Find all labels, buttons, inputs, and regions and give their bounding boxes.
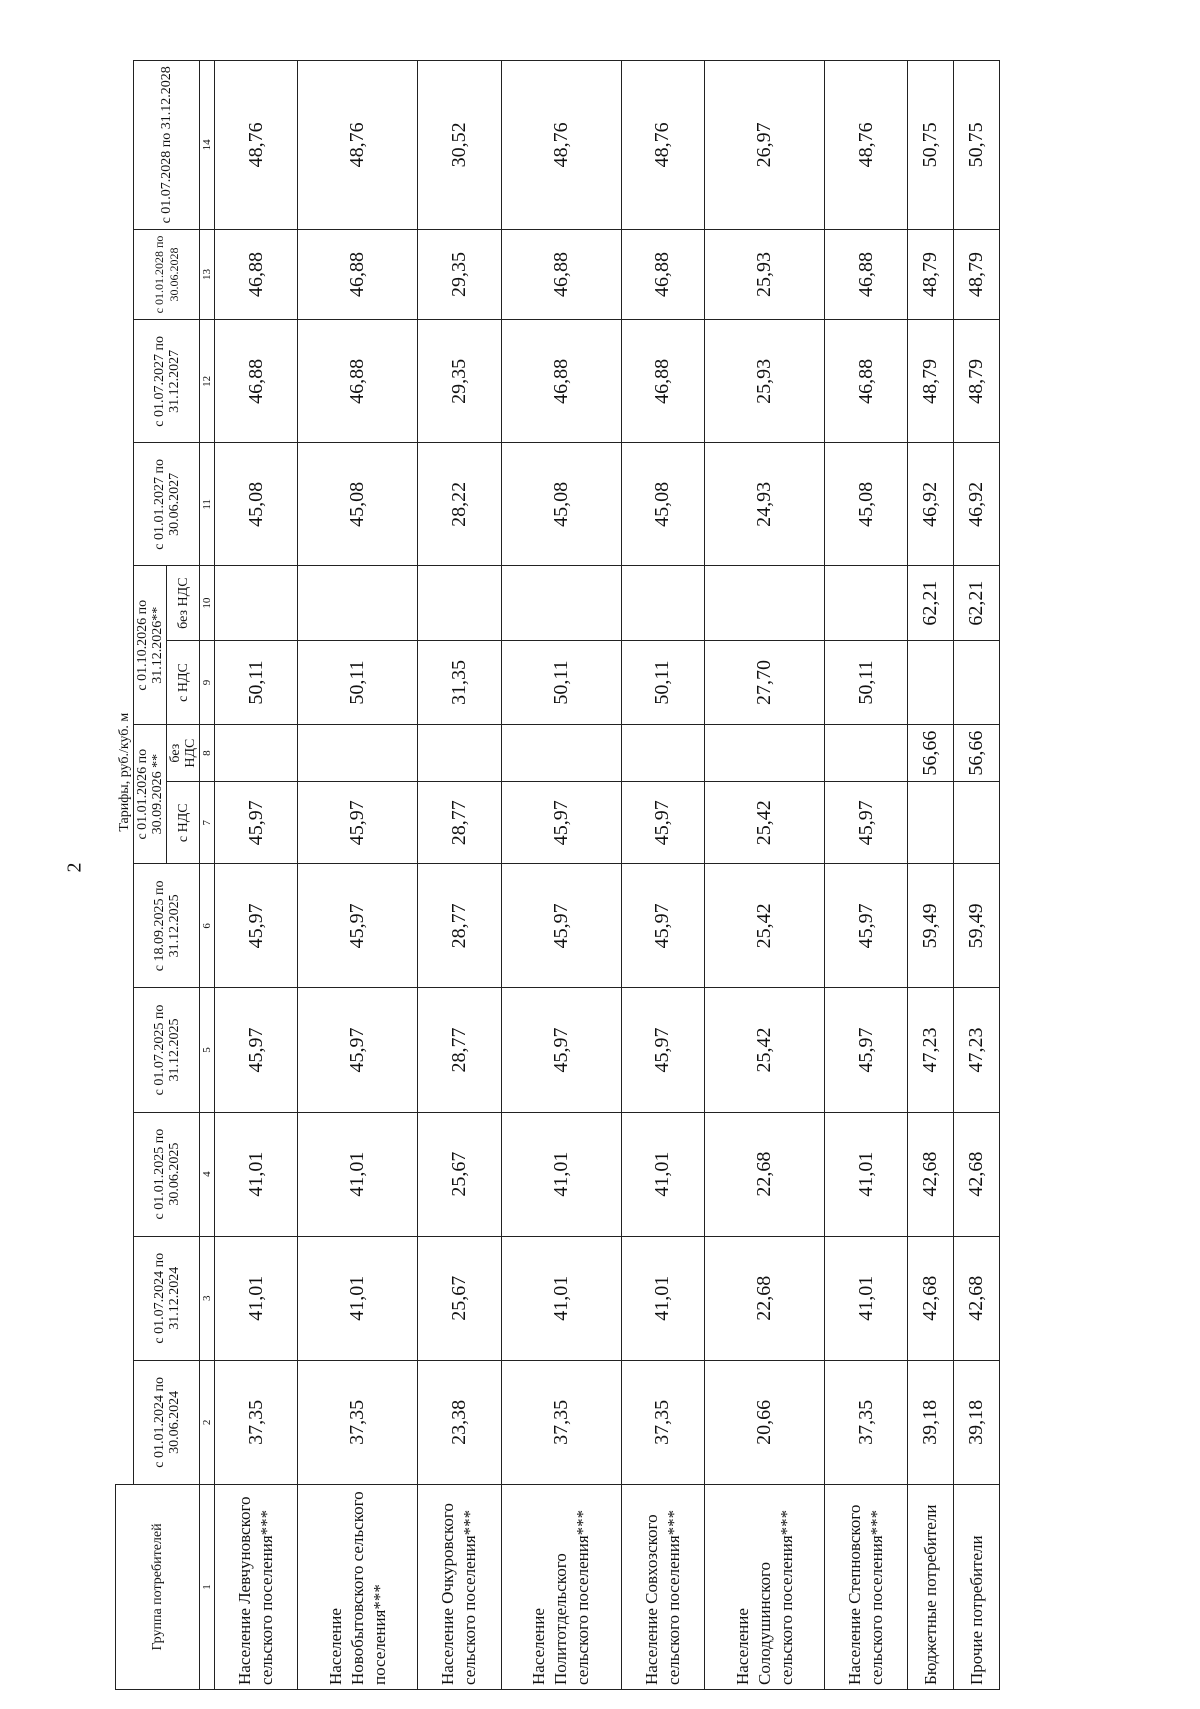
table-row [418, 61, 501, 1690]
tariff-value: 37,35 [215, 1360, 298, 1484]
tariff-value [954, 782, 1000, 864]
tariff-value [298, 566, 418, 640]
table-row [501, 61, 621, 1690]
tariff-value: 41,01 [825, 1236, 908, 1360]
tariff-value: 46,88 [215, 320, 298, 443]
tariff-value: 45,97 [215, 988, 298, 1112]
tariff-value: 48,79 [954, 320, 1000, 443]
column-number: 9 [200, 640, 215, 724]
tariff-value: 31,35 [418, 640, 501, 724]
column-number: 5 [200, 988, 215, 1112]
tariff-value: 28,77 [418, 782, 501, 864]
consumer-group: Население Левчуновского сельского поселения*** [215, 1484, 298, 1689]
tariff-value: 45,08 [621, 443, 704, 566]
period-header: с 01.01.2028 по 30.06.2028 [134, 229, 200, 320]
tariff-value: 29,35 [418, 229, 501, 320]
tariff-value: 45,97 [501, 988, 621, 1112]
tariff-value [215, 566, 298, 640]
no-vat-header: без НДС [167, 566, 200, 640]
tariff-value: 25,67 [418, 1236, 501, 1360]
table-row [298, 61, 418, 1690]
tariff-value [215, 725, 298, 782]
tariff-value: 46,88 [825, 229, 908, 320]
tariff-value: 45,08 [215, 443, 298, 566]
group-header: Группа потребителей [116, 1484, 200, 1689]
tariff-value: 29,35 [418, 320, 501, 443]
tariff-value: 46,88 [298, 320, 418, 443]
tariff-value: 25,93 [704, 320, 824, 443]
tariff-value [908, 640, 954, 724]
tariff-value: 45,97 [621, 782, 704, 864]
tariff-value: 41,01 [501, 1236, 621, 1360]
table-row [825, 61, 908, 1690]
period-header-2026-a: с 01.01.2026 по 30.09.2026 ** [134, 725, 167, 864]
tariff-value [621, 566, 704, 640]
tariff-value: 42,68 [954, 1112, 1000, 1236]
tariff-table-rotated [115, 60, 1000, 1690]
tariff-value: 45,97 [298, 864, 418, 988]
tariff-value [501, 566, 621, 640]
tariff-value: 50,75 [954, 61, 1000, 230]
tariff-value: 48,76 [825, 61, 908, 230]
period-header: с 01.07.2025 по 31.12.2025 [134, 988, 200, 1112]
tariff-value [418, 725, 501, 782]
consumer-group: Прочие потребители [954, 1484, 1000, 1689]
tariff-value: 37,35 [298, 1360, 418, 1484]
tariff-value: 25,42 [704, 988, 824, 1112]
tariff-value: 42,68 [954, 1236, 1000, 1360]
table-row [908, 61, 954, 1690]
tariff-value: 28,77 [418, 988, 501, 1112]
column-number: 11 [200, 443, 215, 566]
tariff-value [908, 782, 954, 864]
tariff-value: 26,97 [704, 61, 824, 230]
tariff-value: 46,88 [825, 320, 908, 443]
tariff-value: 42,68 [908, 1112, 954, 1236]
tariff-value: 48,76 [501, 61, 621, 230]
tariff-value: 41,01 [298, 1236, 418, 1360]
tariff-value: 41,01 [215, 1236, 298, 1360]
tariff-value: 42,68 [908, 1236, 954, 1360]
consumer-group: Бюджетные потребители [908, 1484, 954, 1689]
tariff-value: 50,11 [215, 640, 298, 724]
tariff-value [418, 566, 501, 640]
column-number: 3 [200, 1236, 215, 1360]
tariff-table [115, 60, 1000, 1690]
tariff-value: 25,67 [418, 1112, 501, 1236]
consumer-group: Население Новобытовского сельского поселения*** [298, 1484, 418, 1689]
tariff-value: 20,66 [704, 1360, 824, 1484]
tariff-value: 28,22 [418, 443, 501, 566]
tariff-value: 39,18 [908, 1360, 954, 1484]
tariff-value: 48,79 [954, 229, 1000, 320]
table-row [954, 61, 1000, 1690]
tariff-value: 45,08 [298, 443, 418, 566]
tariff-value: 46,88 [621, 229, 704, 320]
tariff-value [704, 566, 824, 640]
table-row [621, 61, 704, 1690]
tariff-value: 45,97 [501, 864, 621, 988]
tariffs-header: Тарифы, руб./куб. м [116, 61, 134, 1485]
tariff-value: 25,93 [704, 229, 824, 320]
column-number: 14 [200, 61, 215, 230]
tariff-value [501, 725, 621, 782]
tariff-value: 48,79 [908, 320, 954, 443]
tariff-value: 47,23 [908, 988, 954, 1112]
tariff-value: 23,38 [418, 1360, 501, 1484]
period-header: с 01.01.2024 по 30.06.2024 [134, 1360, 200, 1484]
column-number: 4 [200, 1112, 215, 1236]
tariff-value: 50,11 [825, 640, 908, 724]
tariff-value: 45,97 [215, 864, 298, 988]
tariff-value [621, 725, 704, 782]
consumer-group: Население Очкуровского сельского поселения*** [418, 1484, 501, 1689]
tariff-value: 50,11 [621, 640, 704, 724]
consumer-group: Население Степновского сельского поселения*** [825, 1484, 908, 1689]
period-header: с 18.09.2025 по 31.12.2025 [134, 864, 200, 988]
tariff-value: 41,01 [215, 1112, 298, 1236]
tariff-value: 25,42 [704, 782, 824, 864]
table-row [704, 61, 824, 1690]
column-number: 8 [200, 725, 215, 782]
column-number: 13 [200, 229, 215, 320]
page-number: 2 [63, 862, 86, 873]
tariff-value: 48,79 [908, 229, 954, 320]
tariff-value: 46,92 [954, 443, 1000, 566]
no-vat-header: без НДС [167, 725, 200, 782]
tariff-value: 37,35 [825, 1360, 908, 1484]
period-header-2026-b: с 01.10.2026 по 31.12.2026** [134, 566, 167, 725]
tariff-value: 48,76 [621, 61, 704, 230]
column-number: 1 [200, 1484, 215, 1689]
table-row [215, 61, 298, 1690]
tariff-value: 46,88 [215, 229, 298, 320]
tariff-value: 41,01 [621, 1112, 704, 1236]
tariff-value [704, 725, 824, 782]
period-header: с 01.01.2027 по 30.06.2027 [134, 443, 200, 566]
tariff-value: 22,68 [704, 1236, 824, 1360]
tariff-value: 27,70 [704, 640, 824, 724]
tariff-value: 37,35 [501, 1360, 621, 1484]
tariff-value: 59,49 [908, 864, 954, 988]
column-number: 10 [200, 566, 215, 640]
tariff-value: 45,97 [825, 782, 908, 864]
tariff-value: 28,77 [418, 864, 501, 988]
tariff-value: 37,35 [621, 1360, 704, 1484]
tariff-value: 59,49 [954, 864, 1000, 988]
tariff-value: 62,21 [908, 566, 954, 640]
consumer-group: Население Солодушинского сельского поселения*** [704, 1484, 824, 1689]
tariff-value [298, 725, 418, 782]
tariff-value: 56,66 [908, 725, 954, 782]
tariff-value: 41,01 [501, 1112, 621, 1236]
tariff-value: 30,52 [418, 61, 501, 230]
vat-header: с НДС [167, 782, 200, 864]
tariff-value: 50,75 [908, 61, 954, 230]
column-number: 12 [200, 320, 215, 443]
tariff-value: 46,92 [908, 443, 954, 566]
column-number: 7 [200, 782, 215, 864]
tariff-value [954, 640, 1000, 724]
tariff-value: 56,66 [954, 725, 1000, 782]
period-header: с 01.01.2025 по 30.06.2025 [134, 1112, 200, 1236]
tariff-value: 45,97 [621, 864, 704, 988]
tariff-value: 39,18 [954, 1360, 1000, 1484]
tariff-value: 46,88 [501, 229, 621, 320]
tariff-value: 45,08 [825, 443, 908, 566]
tariff-value: 24,93 [704, 443, 824, 566]
tariff-value: 22,68 [704, 1112, 824, 1236]
period-header: с 01.07.2028 по 31.12.2028 [134, 61, 200, 230]
tariff-value: 41,01 [621, 1236, 704, 1360]
period-header: с 01.07.2024 по 31.12.2024 [134, 1236, 200, 1360]
tariff-value: 50,11 [298, 640, 418, 724]
tariff-value: 45,97 [501, 782, 621, 864]
tariff-value: 45,08 [501, 443, 621, 566]
tariff-value [825, 725, 908, 782]
tariff-value: 46,88 [621, 320, 704, 443]
tariff-value: 48,76 [215, 61, 298, 230]
consumer-group: Население Совхозского сельского поселения*** [621, 1484, 704, 1689]
column-number: 6 [200, 864, 215, 988]
tariff-value: 46,88 [298, 229, 418, 320]
column-number: 2 [200, 1360, 215, 1484]
tariff-value: 45,97 [298, 782, 418, 864]
tariff-value: 45,97 [298, 988, 418, 1112]
consumer-group: Население Политотдельского сельского поселения*** [501, 1484, 621, 1689]
tariff-value: 45,97 [825, 864, 908, 988]
tariff-value: 47,23 [954, 988, 1000, 1112]
tariff-value: 41,01 [825, 1112, 908, 1236]
tariff-value: 48,76 [298, 61, 418, 230]
tariff-value: 41,01 [298, 1112, 418, 1236]
tariff-value: 25,42 [704, 864, 824, 988]
tariff-value: 45,97 [621, 988, 704, 1112]
vat-header: с НДС [167, 640, 200, 724]
tariff-value: 62,21 [954, 566, 1000, 640]
tariff-value: 46,88 [501, 320, 621, 443]
tariff-value [825, 566, 908, 640]
period-header: с 01.07.2027 по 31.12.2027 [134, 320, 200, 443]
tariff-value: 45,97 [215, 782, 298, 864]
tariff-value: 50,11 [501, 640, 621, 724]
tariff-value: 45,97 [825, 988, 908, 1112]
